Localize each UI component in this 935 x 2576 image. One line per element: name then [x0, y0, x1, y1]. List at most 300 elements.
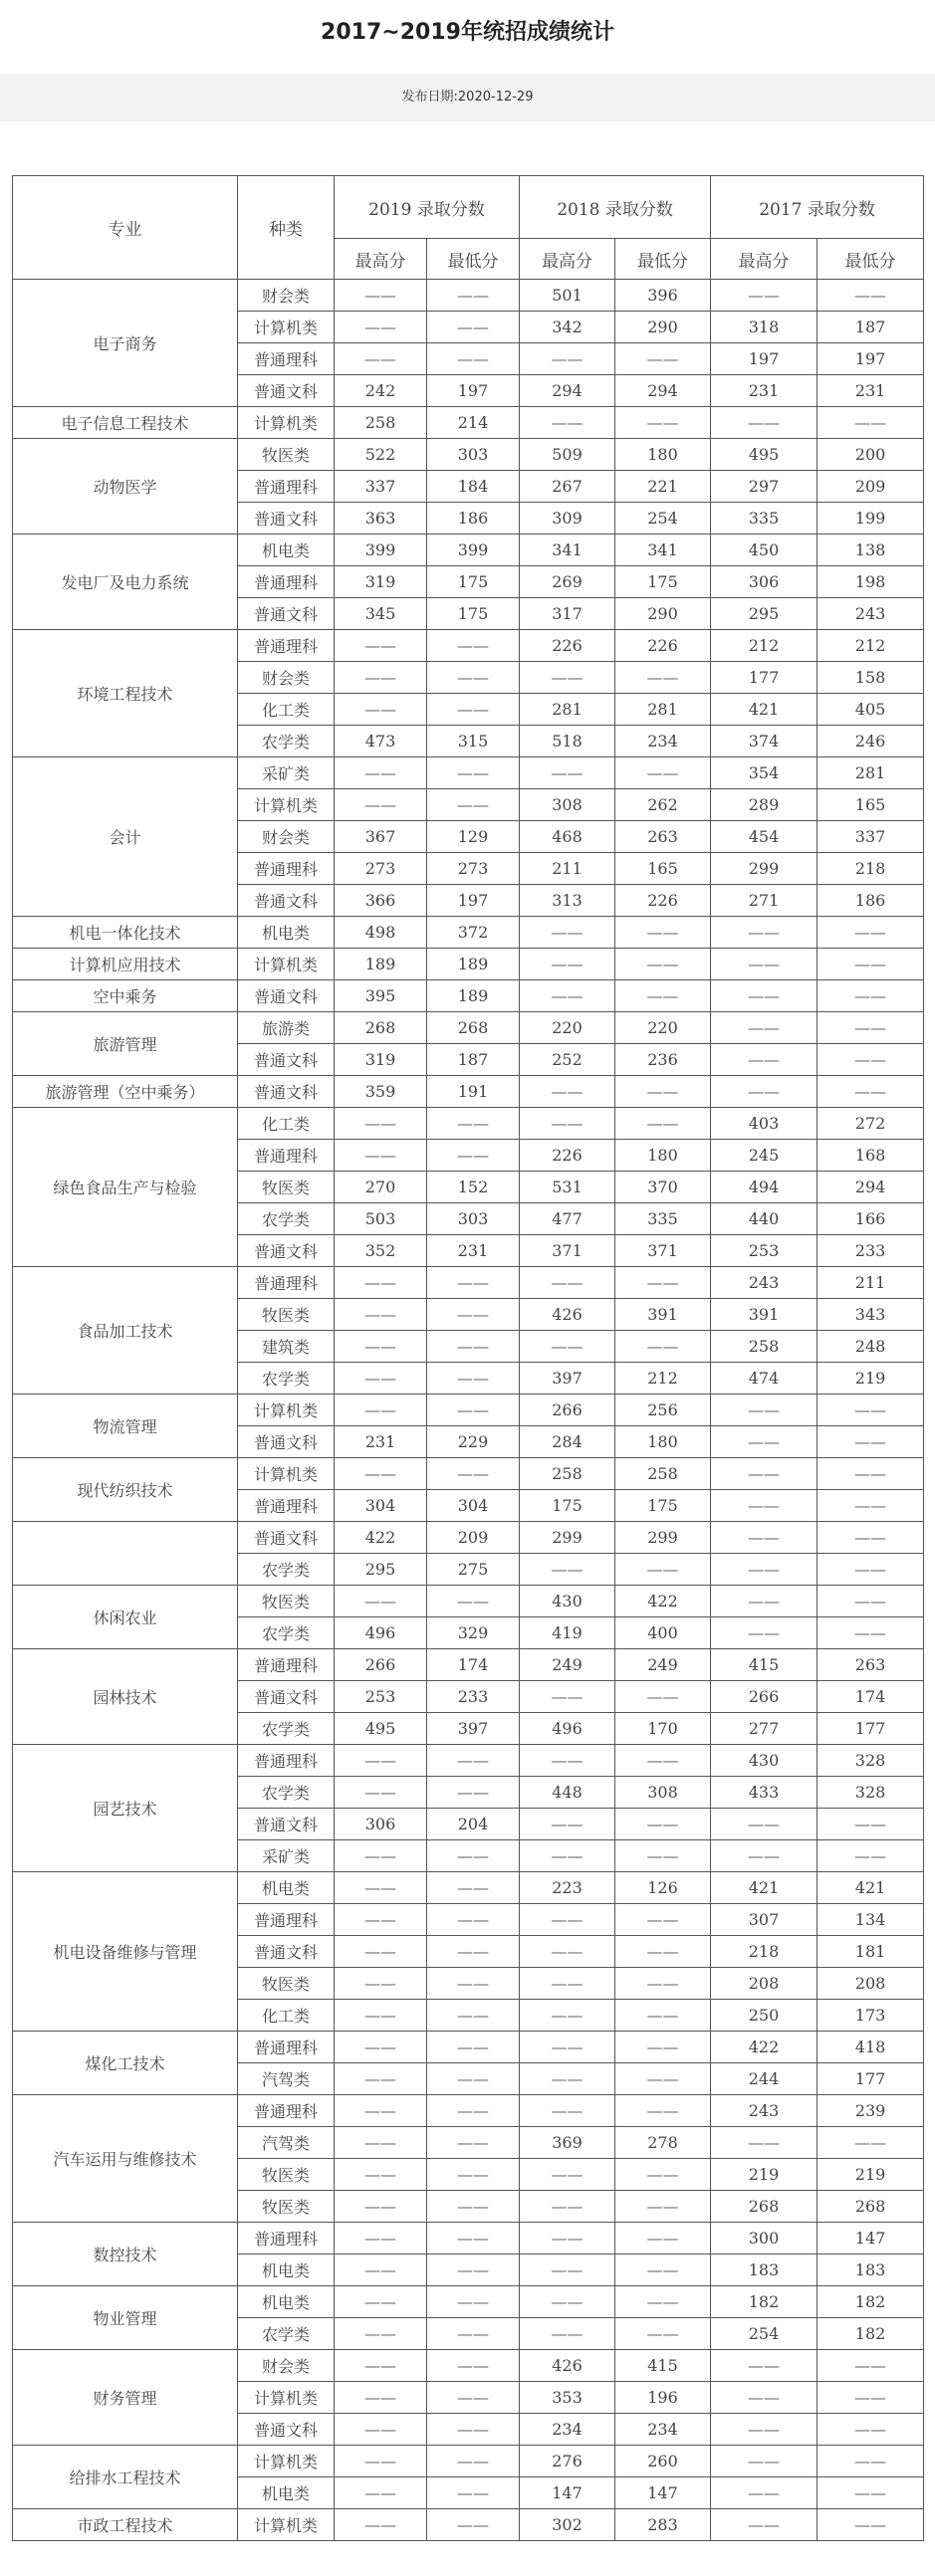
score-cell: 297: [711, 471, 818, 503]
score-cell: 226: [520, 630, 615, 662]
score-cell: 165: [818, 789, 924, 821]
type-cell: 普通理科: [238, 343, 335, 375]
empty-score-cell: ——: [335, 2509, 427, 2541]
empty-score-cell: ——: [520, 2159, 615, 2191]
empty-score-cell: ——: [335, 789, 427, 821]
score-cell: 518: [520, 726, 615, 757]
empty-score-cell: ——: [615, 1936, 711, 1968]
score-cell: 211: [818, 1267, 924, 1299]
type-cell: 旅游类: [238, 1012, 335, 1044]
score-cell: 271: [711, 885, 818, 917]
empty-score-cell: ——: [520, 407, 615, 439]
type-cell: 普通文科: [238, 885, 335, 917]
score-cell: 239: [818, 2095, 924, 2127]
empty-score-cell: ——: [427, 1267, 520, 1299]
score-cell: 221: [615, 471, 711, 503]
empty-score-cell: ——: [711, 1395, 818, 1426]
empty-score-cell: ——: [615, 2032, 711, 2063]
score-cell: 294: [818, 1172, 924, 1203]
empty-score-cell: ——: [427, 757, 520, 789]
score-cell: 433: [711, 1777, 818, 1809]
empty-score-cell: ——: [427, 1745, 520, 1777]
score-cell: 226: [615, 885, 711, 917]
type-cell: 财会类: [238, 280, 335, 312]
type-cell: 机电类: [238, 535, 335, 566]
type-cell: 普通理科: [238, 1904, 335, 1936]
score-cell: 283: [615, 2509, 711, 2541]
type-cell: 农学类: [238, 1617, 335, 1649]
empty-score-cell: ——: [427, 2032, 520, 2063]
type-cell: 普通文科: [238, 1809, 335, 1840]
score-cell: 187: [427, 1044, 520, 1076]
empty-score-cell: ——: [818, 1458, 924, 1490]
score-cell: 396: [615, 280, 711, 312]
score-cell: 175: [615, 566, 711, 598]
score-cell: 249: [520, 1649, 615, 1681]
empty-score-cell: ——: [818, 2382, 924, 2414]
score-cell: 317: [520, 598, 615, 630]
score-cell: 212: [818, 630, 924, 662]
score-cell: 399: [335, 535, 427, 566]
empty-score-cell: ——: [520, 757, 615, 789]
score-cell: 177: [818, 1713, 924, 1745]
table-row: [13, 2095, 924, 2127]
type-cell: 普通文科: [238, 598, 335, 630]
type-cell: 计算机类: [238, 312, 335, 343]
score-cell: 509: [520, 439, 615, 471]
header-type: 种类: [238, 176, 335, 280]
table-row: [13, 535, 924, 566]
empty-score-cell: ——: [711, 1490, 818, 1522]
score-cell: 138: [818, 535, 924, 566]
score-cell: 243: [818, 598, 924, 630]
empty-score-cell: ——: [335, 2286, 427, 2318]
score-cell: 182: [818, 2318, 924, 2350]
empty-score-cell: ——: [520, 662, 615, 694]
major-cell: 食品加工技术: [13, 1267, 238, 1395]
table-row: [13, 2350, 924, 2382]
empty-score-cell: ——: [427, 1872, 520, 1904]
empty-score-cell: ——: [711, 2446, 818, 2477]
empty-score-cell: ——: [818, 1809, 924, 1840]
empty-score-cell: ——: [427, 2159, 520, 2191]
score-cell: 299: [615, 1522, 711, 1554]
major-cell: 计算机应用技术: [13, 949, 238, 980]
header-2018-min: 最低分: [615, 239, 711, 280]
empty-score-cell: ——: [615, 1840, 711, 1872]
type-cell: 农学类: [238, 1363, 335, 1395]
score-cell: 290: [615, 312, 711, 343]
score-cell: 218: [711, 1936, 818, 1968]
empty-score-cell: ——: [520, 1968, 615, 2000]
empty-score-cell: ——: [520, 2095, 615, 2127]
type-cell: 牧医类: [238, 439, 335, 471]
score-cell: 174: [427, 1649, 520, 1681]
empty-score-cell: ——: [520, 1745, 615, 1777]
score-cell: 422: [711, 2032, 818, 2063]
empty-score-cell: ——: [427, 2191, 520, 2223]
empty-score-cell: ——: [520, 1840, 615, 1872]
empty-score-cell: ——: [520, 2063, 615, 2095]
empty-score-cell: ——: [335, 662, 427, 694]
type-cell: 牧医类: [238, 1586, 335, 1617]
score-cell: 503: [335, 1203, 427, 1235]
score-cell: 474: [711, 1363, 818, 1395]
score-cell: 147: [615, 2477, 711, 2509]
score-cell: 501: [520, 280, 615, 312]
table-row: [13, 1872, 924, 1904]
type-cell: 普通理科: [238, 1649, 335, 1681]
empty-score-cell: ——: [818, 1522, 924, 1554]
score-cell: 400: [615, 1617, 711, 1649]
score-cell: 430: [711, 1745, 818, 1777]
empty-score-cell: ——: [427, 662, 520, 694]
empty-score-cell: ——: [520, 1108, 615, 1140]
score-cell: 168: [818, 1140, 924, 1172]
score-cell: 273: [427, 853, 520, 885]
score-cell: 397: [520, 1363, 615, 1395]
empty-score-cell: ——: [520, 1076, 615, 1108]
score-cell: 209: [427, 1522, 520, 1554]
score-cell: 328: [818, 1745, 924, 1777]
empty-score-cell: ——: [818, 2446, 924, 2477]
score-cell: 272: [818, 1108, 924, 1140]
type-cell: 普通理科: [238, 1490, 335, 1522]
score-cell: 177: [818, 2063, 924, 2095]
empty-score-cell: ——: [427, 2000, 520, 2032]
score-cell: 263: [615, 821, 711, 853]
score-cell: 212: [711, 630, 818, 662]
score-cell: 158: [818, 662, 924, 694]
score-cell: 276: [520, 2446, 615, 2477]
empty-score-cell: ——: [615, 1809, 711, 1840]
empty-score-cell: ——: [335, 1872, 427, 1904]
empty-score-cell: ——: [711, 1522, 818, 1554]
score-cell: 177: [711, 662, 818, 694]
empty-score-cell: ——: [335, 343, 427, 375]
major-cell: 电子商务: [13, 280, 238, 407]
score-cell: 359: [335, 1076, 427, 1108]
score-table: [12, 175, 924, 2541]
score-cell: 248: [818, 1331, 924, 1363]
type-cell: 农学类: [238, 1554, 335, 1586]
score-cell: 175: [427, 598, 520, 630]
score-cell: 366: [335, 885, 427, 917]
score-cell: 181: [818, 1936, 924, 1968]
empty-score-cell: ——: [520, 2223, 615, 2254]
score-cell: 186: [818, 885, 924, 917]
score-cell: 403: [711, 1108, 818, 1140]
empty-score-cell: ——: [520, 1809, 615, 1840]
score-cell: 337: [818, 821, 924, 853]
empty-score-cell: ——: [615, 2063, 711, 2095]
score-cell: 405: [818, 694, 924, 726]
empty-score-cell: ——: [427, 2318, 520, 2350]
score-cell: 468: [520, 821, 615, 853]
empty-score-cell: ——: [520, 2191, 615, 2223]
score-cell: 352: [335, 1235, 427, 1267]
empty-score-cell: ——: [818, 1044, 924, 1076]
major-cell: [13, 1522, 238, 1586]
score-cell: 498: [335, 917, 427, 949]
type-cell: 农学类: [238, 2318, 335, 2350]
score-cell: 219: [711, 2159, 818, 2191]
empty-score-cell: ——: [818, 917, 924, 949]
empty-score-cell: ——: [520, 917, 615, 949]
header-2017-min: 最低分: [818, 239, 924, 280]
table-row: [13, 2446, 924, 2477]
score-cell: 419: [520, 1617, 615, 1649]
type-cell: 牧医类: [238, 1172, 335, 1203]
score-cell: 418: [818, 2032, 924, 2063]
empty-score-cell: ——: [520, 1554, 615, 1586]
score-cell: 268: [335, 1012, 427, 1044]
empty-score-cell: ——: [335, 757, 427, 789]
type-cell: 计算机类: [238, 2446, 335, 2477]
table-row: [13, 439, 924, 471]
empty-score-cell: ——: [427, 1299, 520, 1331]
empty-score-cell: ——: [427, 1331, 520, 1363]
score-cell: 254: [615, 503, 711, 535]
empty-score-cell: ——: [335, 2477, 427, 2509]
score-cell: 253: [711, 1235, 818, 1267]
type-cell: 普通文科: [238, 503, 335, 535]
empty-score-cell: ——: [335, 2127, 427, 2159]
empty-score-cell: ——: [711, 1426, 818, 1458]
score-cell: 182: [818, 2286, 924, 2318]
type-cell: 牧医类: [238, 1299, 335, 1331]
empty-score-cell: ——: [520, 949, 615, 980]
empty-score-cell: ——: [335, 1331, 427, 1363]
empty-score-cell: ——: [711, 980, 818, 1012]
type-cell: 普通理科: [238, 471, 335, 503]
score-cell: 495: [335, 1713, 427, 1745]
type-cell: 普通文科: [238, 2414, 335, 2446]
score-cell: 180: [615, 439, 711, 471]
score-cell: 262: [615, 789, 711, 821]
score-cell: 258: [615, 1458, 711, 1490]
score-cell: 415: [615, 2350, 711, 2382]
table-row: [13, 280, 924, 312]
empty-score-cell: ——: [615, 407, 711, 439]
empty-score-cell: ——: [615, 980, 711, 1012]
header-2017: 2017 录取分数: [711, 176, 924, 239]
score-cell: 302: [520, 2509, 615, 2541]
header-2019: 2019 录取分数: [335, 176, 520, 239]
score-cell: 234: [615, 726, 711, 757]
empty-score-cell: ——: [615, 2159, 711, 2191]
score-cell: 175: [427, 566, 520, 598]
empty-score-cell: ——: [818, 2477, 924, 2509]
score-cell: 266: [520, 1395, 615, 1426]
empty-score-cell: ——: [427, 2095, 520, 2127]
empty-score-cell: ——: [520, 2318, 615, 2350]
empty-score-cell: ——: [335, 1363, 427, 1395]
empty-score-cell: ——: [615, 757, 711, 789]
empty-score-cell: ——: [615, 2191, 711, 2223]
empty-score-cell: ——: [711, 2127, 818, 2159]
score-cell: 266: [711, 1681, 818, 1713]
score-cell: 175: [520, 1490, 615, 1522]
empty-score-cell: ——: [335, 312, 427, 343]
score-cell: 147: [520, 2477, 615, 2509]
type-cell: 机电类: [238, 1872, 335, 1904]
empty-score-cell: ——: [427, 1968, 520, 2000]
type-cell: 普通理科: [238, 566, 335, 598]
empty-score-cell: ——: [615, 917, 711, 949]
empty-score-cell: ——: [335, 2191, 427, 2223]
header-2018: 2018 录取分数: [520, 176, 711, 239]
empty-score-cell: ——: [711, 1809, 818, 1840]
major-cell: 财务管理: [13, 2350, 238, 2446]
empty-score-cell: ——: [520, 1936, 615, 1968]
score-cell: 187: [818, 312, 924, 343]
major-cell: 汽车运用与维修技术: [13, 2095, 238, 2223]
score-cell: 268: [818, 2191, 924, 2223]
score-cell: 422: [615, 1586, 711, 1617]
empty-score-cell: ——: [615, 2318, 711, 2350]
empty-score-cell: ——: [335, 630, 427, 662]
header-2019-max: 最高分: [335, 239, 427, 280]
empty-score-cell: ——: [335, 2318, 427, 2350]
empty-score-cell: ——: [711, 407, 818, 439]
score-cell: 281: [818, 757, 924, 789]
empty-score-cell: ——: [427, 1108, 520, 1140]
type-cell: 计算机类: [238, 2509, 335, 2541]
empty-score-cell: ——: [711, 1840, 818, 1872]
score-cell: 268: [711, 2191, 818, 2223]
score-cell: 147: [818, 2223, 924, 2254]
type-cell: 普通理科: [238, 1140, 335, 1172]
score-cell: 214: [427, 407, 520, 439]
type-cell: 采矿类: [238, 757, 335, 789]
score-cell: 289: [711, 789, 818, 821]
score-cell: 372: [427, 917, 520, 949]
table-row: [13, 407, 924, 439]
major-cell: 市政工程技术: [13, 2509, 238, 2541]
header-2017-max: 最高分: [711, 239, 818, 280]
major-cell: 物流管理: [13, 1395, 238, 1458]
major-cell: 绿色食品生产与检验: [13, 1108, 238, 1267]
major-cell: 物业管理: [13, 2286, 238, 2350]
empty-score-cell: ——: [427, 2414, 520, 2446]
empty-score-cell: ——: [818, 2350, 924, 2382]
major-cell: 环境工程技术: [13, 630, 238, 757]
score-cell: 220: [615, 1012, 711, 1044]
empty-score-cell: ——: [818, 280, 924, 312]
score-cell: 253: [335, 1681, 427, 1713]
empty-score-cell: ——: [615, 2254, 711, 2286]
score-cell: 263: [818, 1649, 924, 1681]
type-cell: 计算机类: [238, 407, 335, 439]
empty-score-cell: ——: [335, 694, 427, 726]
score-table-wrapper: [12, 175, 923, 2541]
score-cell: 369: [520, 2127, 615, 2159]
empty-score-cell: ——: [335, 2159, 427, 2191]
score-cell: 200: [818, 439, 924, 471]
score-cell: 335: [711, 503, 818, 535]
empty-score-cell: ——: [335, 2350, 427, 2382]
major-cell: 旅游管理: [13, 1012, 238, 1076]
empty-score-cell: ——: [615, 2286, 711, 2318]
score-cell: 243: [711, 2095, 818, 2127]
score-cell: 234: [520, 2414, 615, 2446]
major-cell: 园艺技术: [13, 1745, 238, 1872]
score-cell: 252: [520, 1044, 615, 1076]
empty-score-cell: ——: [711, 1554, 818, 1586]
empty-score-cell: ——: [427, 2446, 520, 2477]
type-cell: 普通理科: [238, 2223, 335, 2254]
score-cell: 233: [818, 1235, 924, 1267]
type-cell: 普通文科: [238, 1044, 335, 1076]
empty-score-cell: ——: [615, 2223, 711, 2254]
score-cell: 231: [711, 375, 818, 407]
empty-score-cell: ——: [335, 1968, 427, 2000]
table-row: [13, 2223, 924, 2254]
score-cell: 308: [520, 789, 615, 821]
empty-score-cell: ——: [711, 2509, 818, 2541]
score-cell: 197: [711, 343, 818, 375]
score-cell: 353: [520, 2382, 615, 2414]
empty-score-cell: ——: [335, 1745, 427, 1777]
empty-score-cell: ——: [818, 949, 924, 980]
score-cell: 199: [818, 503, 924, 535]
score-cell: 343: [818, 1299, 924, 1331]
score-cell: 421: [711, 1872, 818, 1904]
empty-score-cell: ——: [335, 1267, 427, 1299]
score-cell: 256: [615, 1395, 711, 1426]
score-cell: 129: [427, 821, 520, 853]
empty-score-cell: ——: [615, 343, 711, 375]
empty-score-cell: ——: [520, 2032, 615, 2063]
score-cell: 258: [335, 407, 427, 439]
score-cell: 391: [615, 1299, 711, 1331]
empty-score-cell: ——: [335, 2032, 427, 2063]
score-cell: 226: [615, 630, 711, 662]
empty-score-cell: ——: [818, 980, 924, 1012]
score-cell: 318: [711, 312, 818, 343]
score-cell: 531: [520, 1172, 615, 1203]
empty-score-cell: ——: [520, 2000, 615, 2032]
score-cell: 397: [427, 1713, 520, 1745]
empty-score-cell: ——: [427, 630, 520, 662]
score-cell: 307: [711, 1904, 818, 1936]
score-cell: 371: [615, 1235, 711, 1267]
score-cell: 370: [615, 1172, 711, 1203]
score-cell: 496: [335, 1617, 427, 1649]
empty-score-cell: ——: [615, 1108, 711, 1140]
type-cell: 普通文科: [238, 1235, 335, 1267]
score-cell: 494: [711, 1172, 818, 1203]
table-row: [13, 2286, 924, 2318]
type-cell: 财会类: [238, 662, 335, 694]
empty-score-cell: ——: [335, 1904, 427, 1936]
empty-score-cell: ——: [335, 2382, 427, 2414]
score-cell: 196: [615, 2382, 711, 2414]
score-cell: 266: [335, 1649, 427, 1681]
score-cell: 426: [520, 1299, 615, 1331]
type-cell: 计算机类: [238, 789, 335, 821]
type-cell: 化工类: [238, 694, 335, 726]
major-cell: 发电厂及电力系统: [13, 535, 238, 630]
score-cell: 395: [335, 980, 427, 1012]
score-cell: 258: [520, 1458, 615, 1490]
empty-score-cell: ——: [818, 1426, 924, 1458]
type-cell: 采矿类: [238, 1840, 335, 1872]
score-cell: 306: [711, 566, 818, 598]
empty-score-cell: ——: [427, 2509, 520, 2541]
score-cell: 220: [520, 1012, 615, 1044]
